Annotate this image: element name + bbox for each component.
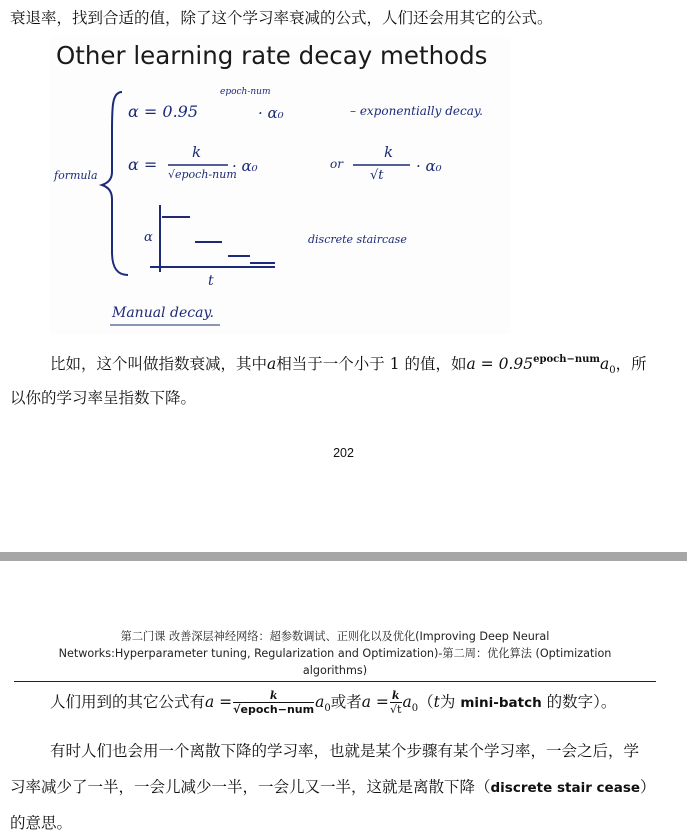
para2-or: 或者 xyxy=(330,693,362,711)
para1-end: ，所 xyxy=(615,355,647,373)
para2-frac-2 xyxy=(390,690,402,716)
para1-a0: a xyxy=(599,355,610,373)
page-divider xyxy=(0,552,687,561)
slide-title: Other learning rate decay methods xyxy=(56,41,488,70)
para2-eq1: a = xyxy=(205,693,233,711)
para2-frac1-den: √epoch−num xyxy=(233,703,315,716)
stair-t: t xyxy=(208,273,214,289)
para2-paren: （ xyxy=(418,693,434,711)
root-num: k xyxy=(192,143,202,161)
para3-discrete-stair-cease: discrete stair cease xyxy=(490,780,641,796)
stair-note: discrete staircase xyxy=(308,233,407,246)
para1-exponent: epoch−num xyxy=(533,354,600,365)
stair-alpha: α xyxy=(144,230,153,245)
para1-a: a xyxy=(267,355,277,373)
lecture-slide-image xyxy=(50,37,511,334)
para2-suffix: 的数字）。 xyxy=(546,693,617,711)
header-rule xyxy=(14,681,656,682)
root-den: √epoch-num xyxy=(168,168,237,181)
para2-a0: a xyxy=(315,693,325,711)
header-line-3: algorithms) xyxy=(302,664,368,677)
para2-prefix: 人们用到的其它公式有 xyxy=(50,693,206,711)
para2-frac-1 xyxy=(233,690,314,716)
manual-decay: Manual decay. xyxy=(112,305,214,321)
running-header xyxy=(40,628,630,679)
formula-label: formula xyxy=(54,169,98,182)
exp-tail: · α₀ xyxy=(258,104,284,122)
root-tail: · α₀ xyxy=(232,157,258,175)
paragraph-3-line-3: 的意思。 xyxy=(10,814,73,832)
para3-line2-end: ） xyxy=(640,778,656,796)
para2-a0-sub: 0 xyxy=(324,703,331,714)
para2-eq2: a = xyxy=(361,693,389,711)
para2-minibatch: mini-batch xyxy=(460,695,542,711)
paragraph-2 xyxy=(50,690,616,716)
page-number: 202 xyxy=(333,446,354,460)
exp-note: – exponentially decay. xyxy=(350,104,483,118)
exp-alpha: α = 0.95 xyxy=(128,102,199,121)
para2-frac2-num: k xyxy=(391,689,400,702)
left-brace xyxy=(102,92,128,275)
paragraph-3-line-1: 有时人们也会用一个离散下降的学习率，也就是某个步骤有某个学习率，一会之后，学 xyxy=(50,742,640,760)
para2-is: 为 xyxy=(439,693,456,711)
para3-line2-pre: 习率减少了一半，一会儿减少一半，一会儿又一半，这就是离散下降（ xyxy=(10,778,491,796)
root2-den: √t xyxy=(370,168,384,183)
para2-a0b-sub: 0 xyxy=(411,703,419,714)
para2-a0b: a xyxy=(402,693,412,711)
para1-mid: 相当于一个小于 1 的值，如 xyxy=(276,355,467,373)
para2-frac2-den: √t xyxy=(389,703,402,716)
paragraph-1-line-1 xyxy=(50,352,647,376)
paragraph-1-line-2: 以你的学习率呈指数下降。 xyxy=(10,389,197,407)
header-line-2: Networks:Hyperparameter tuning, Regularization and Optimization)-第二周：优化算法 (Optimization xyxy=(58,647,612,660)
header-line-1: 第二门课 改善深层神经网络：超参数调试、正则化以及优化(Improving Deep Neural xyxy=(120,630,550,643)
root-alpha: α = xyxy=(128,155,158,174)
para1-eq: a = 0.95 xyxy=(466,355,534,373)
para1-a0-sub: 0 xyxy=(609,365,616,376)
paragraph-3-line-2 xyxy=(10,775,656,797)
para1-prefix: 比如，这个叫做指数衰减，其中 xyxy=(50,355,268,373)
exp-exponent: epoch-num xyxy=(220,87,271,97)
or-text: or xyxy=(330,157,343,171)
para2-t: t xyxy=(433,693,440,711)
root2-num: k xyxy=(384,143,394,161)
para2-frac1-num: k xyxy=(233,690,314,703)
top-paragraph-line: 衰退率，找到合适的值，除了这个学习率衰减的公式，人们还会用其它的公式。 xyxy=(10,9,553,27)
handwriting-strokes xyxy=(50,37,511,334)
root2-tail: · α₀ xyxy=(416,157,442,175)
